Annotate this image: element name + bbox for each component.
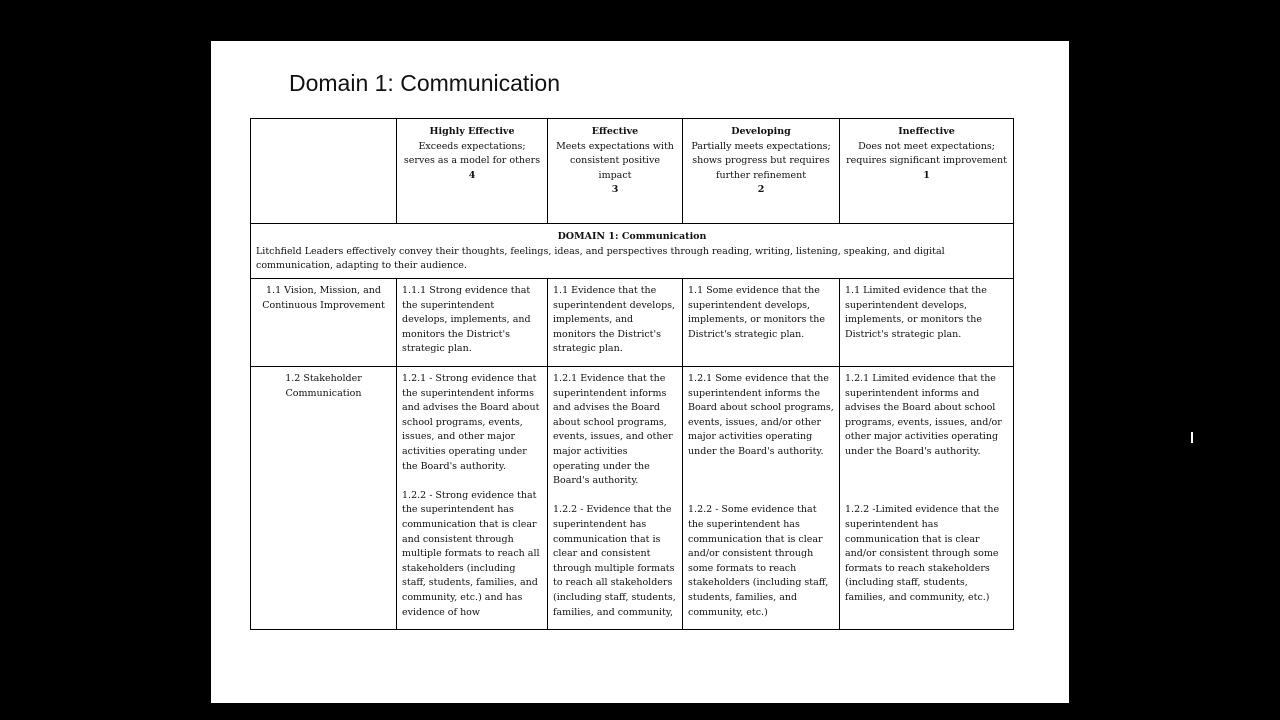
indicator-text: 1.1 Some evidence that the superintendent develops, implements, or monitors the District's strategic plan. bbox=[688, 285, 825, 340]
level-description: Meets expectations with consistent positive impact bbox=[556, 140, 674, 181]
domain-row bbox=[251, 224, 1014, 279]
level-description: Partially meets expectations; shows progress but requires further refinement bbox=[691, 140, 831, 181]
indicator-text: 1.2.2 - Evidence that the superintendent has communication that is clear and consistent through multiple formats to reach all stakeholders (including staff, students, families, and community, bbox=[553, 504, 676, 618]
text-cursor-icon bbox=[1191, 432, 1193, 443]
level-score: 2 bbox=[757, 184, 765, 196]
header-level-cell bbox=[397, 119, 548, 224]
rubric-cell bbox=[840, 279, 1014, 367]
indicator-text: 1.2.1 - Strong evidence that the superintendent informs and advises the Board about school programs, events, issues, and other major activities operating under the Board's authority. bbox=[402, 373, 540, 472]
level-description: Exceeds expectations; serves as a model for others bbox=[403, 140, 541, 167]
level-name: Highly Effective bbox=[429, 126, 515, 137]
level-score: 1 bbox=[923, 169, 930, 181]
indicator-text: 1.2.1 Limited evidence that the superintendent informs and advises the Board about school programs, events, issues, and/or other major activities operating under the Board's authority. bbox=[845, 373, 1002, 457]
indicator-text: 1.2.2 - Some evidence that the superintendent has communication that is clear and/or consistent through some formats to reach stakeholders (including staff, students, families, and community, etc.) bbox=[688, 504, 829, 618]
rubric-cell bbox=[840, 367, 1014, 630]
rubric-cell bbox=[548, 367, 683, 630]
slide-title: Domain 1: Communication bbox=[289, 70, 561, 96]
domain-cell bbox=[251, 224, 1014, 279]
table-row bbox=[251, 279, 1014, 367]
standard-cell: 1.2 Stakeholder Communication bbox=[251, 367, 397, 630]
level-description: Does not meet expectations; requires significant improvement bbox=[846, 140, 1007, 167]
header-level-cell bbox=[840, 119, 1014, 224]
indicator-text: 1.2.1 Some evidence that the superintendent informs the Board about school programs, events, issues, and/or other major activities operating under the Board's authority. bbox=[688, 373, 834, 457]
rubric-cell bbox=[683, 279, 840, 367]
level-score: 4 bbox=[468, 169, 476, 181]
domain-description: Litchfield Leaders effectively convey their thoughts, feelings, ideas, and perspectives through reading, writing, listening, speaking, and digital communication, adapting to their audience. bbox=[256, 245, 945, 272]
table-row bbox=[251, 367, 1014, 630]
indicator-text: 1.1.1 Strong evidence that the superintendent develops, implements, and monitors the District's strategic plan. bbox=[402, 285, 531, 355]
rubric-cell bbox=[397, 367, 548, 630]
level-name: Effective bbox=[591, 126, 639, 137]
rubric-header-row bbox=[251, 119, 1014, 224]
level-name: Ineffective bbox=[898, 126, 955, 137]
standard-cell: 1.1 Vision, Mission, and Continuous Improvement bbox=[251, 279, 397, 367]
rubric-cell bbox=[548, 279, 683, 367]
domain-heading: DOMAIN 1: Communication bbox=[557, 231, 707, 242]
header-level-cell bbox=[548, 119, 683, 224]
rubric-cell bbox=[397, 279, 548, 367]
header-level-cell bbox=[683, 119, 840, 224]
indicator-text: 1.2.1 Evidence that the superintendent informs and advises the Board about school programs, events, issues, and other major activities operating under the Board's authority. bbox=[553, 373, 673, 487]
indicator-text: 1.2.2 - Strong evidence that the superintendent has communication that is clear and consistent through multiple formats to reach all stakeholders (including staff, students, families, and community, etc.) and has evidence of how bbox=[402, 489, 540, 618]
indicator-text: 1.1 Evidence that the superintendent develops, implements, and monitors the District's strategic plan. bbox=[553, 285, 676, 355]
rubric-table bbox=[250, 118, 1014, 630]
indicator-text: 1.2.2 -Limited evidence that the superintendent has communication that is clear and/or consistent through some formats to reach stakeholders (including staff, students, families, and community, etc.) bbox=[845, 504, 1000, 603]
indicator-text: 1.1 Limited evidence that the superintendent develops, implements, or monitors the District's strategic plan. bbox=[845, 285, 987, 340]
level-score: 3 bbox=[611, 184, 619, 196]
rubric-cell bbox=[683, 367, 840, 630]
header-blank-cell bbox=[251, 119, 397, 224]
level-name: Developing bbox=[731, 126, 791, 137]
